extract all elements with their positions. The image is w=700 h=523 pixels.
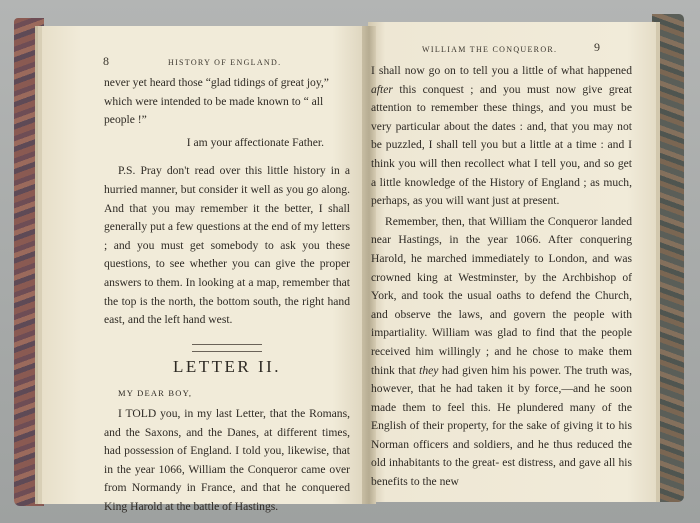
opening-line: people !” xyxy=(104,113,147,127)
right-paragraph-1 xyxy=(371,62,632,211)
para1-text-a: I shall now go on to tell you a little of what happened xyxy=(371,64,632,77)
right-paragraph-2 xyxy=(371,213,632,492)
letter-heading: LETTER II. xyxy=(172,356,282,376)
section-ornament xyxy=(192,344,262,352)
right-running-head: WILLIAM THE CONQUEROR. xyxy=(422,45,558,54)
para1-emphasis: after xyxy=(371,82,393,96)
para1-text-b: this conquest ; and you must now give great attention to remember these things, and you must be very particular about the dates : and, that you may not be puzzled, I shall tell you but a little at a time : and I think you will then recollect what I tell you, and so get a little knowledge of the History of England ; as much, perhaps, as you will want just at present. xyxy=(371,82,632,208)
opening-line: which were intended to be made known to “ all xyxy=(104,94,324,108)
para2-text-a: Remember, then, that William the Conqueror landed near Hastings, in the year 1066. After conquering Harold, he marched immediately to London, and was crowned king at Westminster, by the Archbishop of York, and took the usual oaths to defend the Church, and observe the laws, and govern the people with impartiality. William was glad to find that the people received him willingly ; and he chose to make them think that xyxy=(371,214,632,377)
signoff: I am your affectionate Father. xyxy=(186,135,324,149)
salutation: MY DEAR BOY, xyxy=(118,388,193,399)
opening-line: never yet heard those “glad tidings of great joy,” xyxy=(104,76,329,89)
postscript: P.S. Pray don't read over this little history in a hurried manner, but consider it well as you go along. And that you may remember it the better, I shall generally put a few questions at the end of my letters ; and you must get somebody to ask you these questions, to see whether you can give the proper answers to them. In looking at a map, remember that the top is the north, the bottom south, the right hand east, and the left hand west. xyxy=(104,164,350,327)
para2-text-b: had given him his power. The truth was, however, that he had taken it by force,—and he soon made them to feel this. He plundered many of the English of their property, for the sake of giving it to his Norman officers and soldiers, and he thus reduced the old inhabitants to the great- est distress, and gave all his benefits to the new xyxy=(371,363,632,489)
right-page-text xyxy=(371,62,632,492)
para2-emphasis: they xyxy=(419,363,439,377)
right-page-number: 9 xyxy=(594,40,600,54)
left-page-text xyxy=(104,74,350,516)
letter-opening: I TOLD you, in my last Letter, that the Romans, and the Saxons, and the Danes, at different times, had possession of England. I told you, likewise, that in the year 1066, William the Conqueror came over from Normandy in France, and that he conquered King Harold at the battle of Hastings. xyxy=(104,406,350,513)
left-page-number: 8 xyxy=(103,54,109,68)
left-running-head: HISTORY OF ENGLAND. xyxy=(168,58,282,67)
opening-lines xyxy=(104,74,350,130)
